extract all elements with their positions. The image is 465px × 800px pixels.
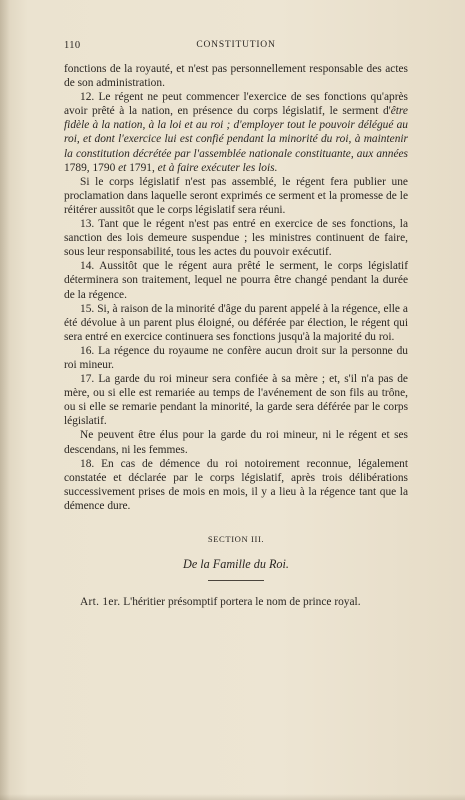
paragraph-article-1: [64, 595, 408, 609]
page-gutter-shadow: [0, 0, 10, 800]
paragraph-article-15: 15. Si, à raison de la minorité d'âge du parent appelé à la régence, elle a été dévolue à un parent plus éloigné, ou déférée par élection, le régent qui sera entré en exercice continuera ses fonctions jusqu'à la majorité du roi.: [64, 302, 408, 343]
paragraph-article-13: 13. Tant que le régent n'est pas entré en exercice de ses fonctions, la sanction des lois demeure suspendue ; les ministres continuent de faire, sous leur responsabilité, tous les actes du pouvoir exécutif.: [64, 218, 408, 259]
section-rule: [208, 580, 264, 581]
running-head: CONSTITUTION: [196, 40, 276, 50]
page-bottom-edge: [0, 794, 465, 800]
paragraph-guardian-exclusion: Ne peuvent être élus pour la garde du roi mineur, ni le régent et ses descendans, ni les femmes.: [64, 429, 408, 456]
paragraph-article-12: 12. Le régent ne peut commencer l'exercice de ses fonctions qu'après avoir prêté à la nation, en présence du corps législatif, le serment d'être fidèle à la nation, à la loi et au roi ; d'employer tout le pouvoir délégué au roi, et dont l'exercice lui est confié pendant la minorité du roi, à maintenir la constitution décrétée par l'assemblée nationale constituante, aux années 1789, 1790 et 1791, et à faire exécuter les lois.: [64, 91, 408, 174]
paragraph-article-16: 16. La régence du royaume ne confère aucun droit sur la personne du roi mineur.: [64, 344, 408, 371]
article-label: Art. 1er.: [80, 596, 121, 609]
paragraph-continuation: fonctions de la royauté, et n'est pas personnellement responsable des actes de son administration.: [64, 63, 408, 90]
page-header: [64, 40, 408, 56]
page-number: 110: [64, 40, 81, 51]
paragraph-proclamation: Si le corps législatif n'est pas assemblé, le régent fera publier une proclamation dans laquelle seront exprimés ce serment et la promesse de le réitérer aussitôt que le corps législatif sera réuni.: [64, 175, 408, 216]
section-title: De la Famille du Roi.: [183, 557, 289, 572]
paragraph-article-17: 17. La garde du roi mineur sera confiée à sa mère ; et, s'il n'a pas de mère, ou si elle est remariée au temps de l'avénement de son fils au trône, ou si elle se remarie pendant la minorité, la garde sera déférée par le corps législatif.: [64, 373, 408, 428]
paragraph-article-18: 18. En cas de démence du roi notoirement reconnue, légalement constatée et déclarée par le corps législatif, après trois délibérations successivement prises de mois en mois, il y a lieu à la régence tant que la démence dure.: [64, 457, 408, 512]
article-text: L'héritier présomptif portera le nom de prince royal.: [123, 596, 361, 609]
section-heading: SECTION III.: [207, 534, 265, 544]
page-body: [64, 62, 408, 609]
paragraph-article-14: 14. Aussitôt que le régent aura prêté le serment, le corps législatif déterminera son traitement, lequel ne pourra être changé pendant la durée de la régence.: [64, 260, 408, 301]
